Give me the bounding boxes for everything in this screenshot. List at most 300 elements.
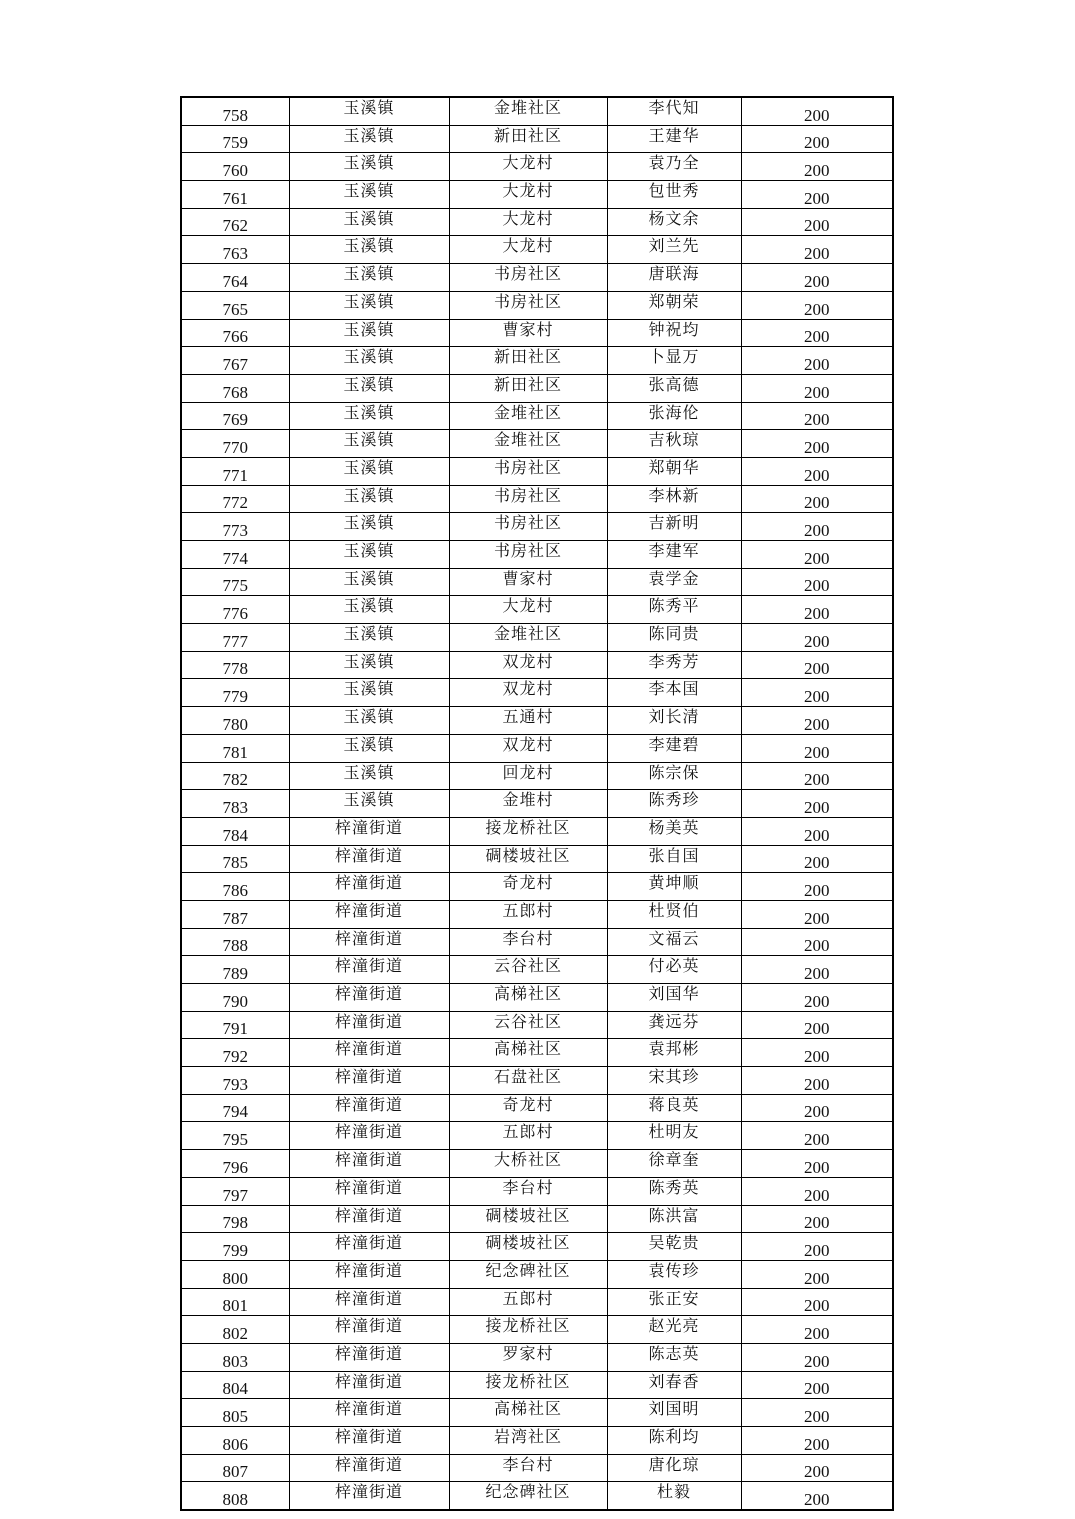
amount-cell: 200 (741, 734, 893, 762)
village-cell: 高梯社区 (449, 1039, 607, 1067)
village-cell: 金堆社区 (449, 430, 607, 458)
town-cell: 玉溪镇 (289, 457, 449, 485)
amount-cell: 200 (741, 374, 893, 402)
person-name-cell: 陈利均 (607, 1427, 741, 1455)
table-row (181, 1205, 893, 1233)
amount-cell: 200 (741, 568, 893, 596)
person-name-cell: 袁学金 (607, 568, 741, 596)
row-number-cell: 774 (181, 541, 289, 569)
table-row (181, 97, 893, 125)
table-row (181, 181, 893, 209)
village-cell: 金堆社区 (449, 402, 607, 430)
person-name-cell: 李代知 (607, 97, 741, 125)
village-cell: 双龙村 (449, 679, 607, 707)
table-row (181, 125, 893, 153)
row-number-cell: 789 (181, 956, 289, 984)
village-cell: 新田社区 (449, 125, 607, 153)
amount-cell: 200 (741, 790, 893, 818)
person-name-cell: 黄坤顺 (607, 873, 741, 901)
town-cell: 梓潼街道 (289, 1067, 449, 1095)
town-cell: 玉溪镇 (289, 236, 449, 264)
village-cell: 曹家村 (449, 319, 607, 347)
town-cell: 梓潼街道 (289, 1343, 449, 1371)
person-name-cell: 袁传珍 (607, 1260, 741, 1288)
town-cell: 梓潼街道 (289, 1011, 449, 1039)
table-row (181, 1399, 893, 1427)
row-number-cell: 783 (181, 790, 289, 818)
table-row (181, 485, 893, 513)
town-cell: 梓潼街道 (289, 1482, 449, 1510)
town-cell: 梓潼街道 (289, 900, 449, 928)
village-cell: 新田社区 (449, 374, 607, 402)
village-cell: 罗家村 (449, 1343, 607, 1371)
amount-cell: 200 (741, 1316, 893, 1344)
table-row (181, 457, 893, 485)
town-cell: 梓潼街道 (289, 1399, 449, 1427)
row-number-cell: 807 (181, 1454, 289, 1482)
village-cell: 碉楼坡社区 (449, 1233, 607, 1261)
table-row (181, 817, 893, 845)
village-cell: 书房社区 (449, 291, 607, 319)
row-number-cell: 770 (181, 430, 289, 458)
amount-cell: 200 (741, 900, 893, 928)
person-name-cell: 杜贤伯 (607, 900, 741, 928)
amount-cell: 200 (741, 1094, 893, 1122)
town-cell: 玉溪镇 (289, 97, 449, 125)
row-number-cell: 794 (181, 1094, 289, 1122)
row-number-cell: 788 (181, 928, 289, 956)
row-number-cell: 760 (181, 153, 289, 181)
table-row (181, 402, 893, 430)
person-name-cell: 宋其珍 (607, 1067, 741, 1095)
table-row (181, 208, 893, 236)
amount-cell: 200 (741, 1343, 893, 1371)
town-cell: 玉溪镇 (289, 707, 449, 735)
person-name-cell: 杨文余 (607, 208, 741, 236)
amount-cell: 200 (741, 1039, 893, 1067)
person-name-cell: 陈同贵 (607, 624, 741, 652)
row-number-cell: 767 (181, 347, 289, 375)
village-cell: 碉楼坡社区 (449, 845, 607, 873)
row-number-cell: 780 (181, 707, 289, 735)
row-number-cell: 792 (181, 1039, 289, 1067)
row-number-cell: 779 (181, 679, 289, 707)
row-number-cell: 781 (181, 734, 289, 762)
amount-cell: 200 (741, 430, 893, 458)
town-cell: 梓潼街道 (289, 1427, 449, 1455)
table-row (181, 430, 893, 458)
amount-cell: 200 (741, 319, 893, 347)
row-number-cell: 803 (181, 1343, 289, 1371)
table-row (181, 928, 893, 956)
town-cell: 玉溪镇 (289, 568, 449, 596)
town-cell: 梓潼街道 (289, 1039, 449, 1067)
town-cell: 梓潼街道 (289, 956, 449, 984)
village-cell: 新田社区 (449, 347, 607, 375)
table-row (181, 790, 893, 818)
amount-cell: 200 (741, 291, 893, 319)
amount-cell: 200 (741, 1067, 893, 1095)
amount-cell: 200 (741, 1288, 893, 1316)
person-name-cell: 刘长清 (607, 707, 741, 735)
row-number-cell: 765 (181, 291, 289, 319)
table-row (181, 1427, 893, 1455)
table-row (181, 1288, 893, 1316)
village-cell: 云谷社区 (449, 1011, 607, 1039)
person-name-cell: 张自国 (607, 845, 741, 873)
table-row (181, 1316, 893, 1344)
person-name-cell: 蒋良英 (607, 1094, 741, 1122)
town-cell: 玉溪镇 (289, 153, 449, 181)
amount-cell: 200 (741, 1482, 893, 1510)
village-cell: 大龙村 (449, 236, 607, 264)
row-number-cell: 808 (181, 1482, 289, 1510)
town-cell: 梓潼街道 (289, 845, 449, 873)
person-name-cell: 钟祝均 (607, 319, 741, 347)
village-cell: 五郎村 (449, 1288, 607, 1316)
town-cell: 梓潼街道 (289, 873, 449, 901)
town-cell: 梓潼街道 (289, 1150, 449, 1178)
person-name-cell: 徐章奎 (607, 1150, 741, 1178)
amount-cell: 200 (741, 1454, 893, 1482)
table-row (181, 707, 893, 735)
amount-cell: 200 (741, 984, 893, 1012)
row-number-cell: 806 (181, 1427, 289, 1455)
person-name-cell: 陈洪富 (607, 1205, 741, 1233)
row-number-cell: 791 (181, 1011, 289, 1039)
village-cell: 五郎村 (449, 900, 607, 928)
row-number-cell: 787 (181, 900, 289, 928)
village-cell: 高梯社区 (449, 984, 607, 1012)
village-cell: 五郎村 (449, 1122, 607, 1150)
table-row (181, 1039, 893, 1067)
amount-cell: 200 (741, 1122, 893, 1150)
amount-cell: 200 (741, 1427, 893, 1455)
row-number-cell: 758 (181, 97, 289, 125)
table-row (181, 624, 893, 652)
row-number-cell: 776 (181, 596, 289, 624)
village-cell: 李台村 (449, 928, 607, 956)
village-cell: 石盘社区 (449, 1067, 607, 1095)
town-cell: 梓潼街道 (289, 1233, 449, 1261)
row-number-cell: 772 (181, 485, 289, 513)
person-name-cell: 杜毅 (607, 1482, 741, 1510)
person-name-cell: 杨美英 (607, 817, 741, 845)
row-number-cell: 786 (181, 873, 289, 901)
person-name-cell: 李本国 (607, 679, 741, 707)
person-name-cell: 文福云 (607, 928, 741, 956)
person-name-cell: 李建碧 (607, 734, 741, 762)
amount-cell: 200 (741, 264, 893, 292)
amount-cell: 200 (741, 956, 893, 984)
town-cell: 玉溪镇 (289, 430, 449, 458)
table-row (181, 873, 893, 901)
village-cell: 奇龙村 (449, 873, 607, 901)
person-name-cell: 吉新明 (607, 513, 741, 541)
table-row (181, 1122, 893, 1150)
town-cell: 梓潼街道 (289, 1122, 449, 1150)
village-cell: 接龙桥社区 (449, 1371, 607, 1399)
amount-cell: 200 (741, 1260, 893, 1288)
person-name-cell: 杜明友 (607, 1122, 741, 1150)
table-row (181, 596, 893, 624)
town-cell: 玉溪镇 (289, 651, 449, 679)
table-row (181, 679, 893, 707)
town-cell: 梓潼街道 (289, 1205, 449, 1233)
person-name-cell: 张正安 (607, 1288, 741, 1316)
table-row (181, 1371, 893, 1399)
person-name-cell: 郑朝华 (607, 457, 741, 485)
amount-cell: 200 (741, 402, 893, 430)
village-cell: 接龙桥社区 (449, 1316, 607, 1344)
person-name-cell: 刘国明 (607, 1399, 741, 1427)
amount-cell: 200 (741, 762, 893, 790)
village-cell: 岩湾社区 (449, 1427, 607, 1455)
person-name-cell: 赵光亮 (607, 1316, 741, 1344)
town-cell: 玉溪镇 (289, 319, 449, 347)
person-name-cell: 刘春香 (607, 1371, 741, 1399)
amount-cell: 200 (741, 817, 893, 845)
amount-cell: 200 (741, 208, 893, 236)
amount-cell: 200 (741, 928, 893, 956)
table-row (181, 1150, 893, 1178)
amount-cell: 200 (741, 1205, 893, 1233)
table-row (181, 347, 893, 375)
row-number-cell: 766 (181, 319, 289, 347)
row-number-cell: 778 (181, 651, 289, 679)
amount-cell: 200 (741, 1233, 893, 1261)
table-row (181, 541, 893, 569)
village-cell: 五通村 (449, 707, 607, 735)
amount-cell: 200 (741, 1011, 893, 1039)
town-cell: 玉溪镇 (289, 208, 449, 236)
town-cell: 玉溪镇 (289, 541, 449, 569)
table-row (181, 845, 893, 873)
town-cell: 玉溪镇 (289, 679, 449, 707)
person-name-cell: 唐化琼 (607, 1454, 741, 1482)
town-cell: 玉溪镇 (289, 734, 449, 762)
amount-cell: 200 (741, 513, 893, 541)
amount-cell: 200 (741, 624, 893, 652)
person-name-cell: 龚远芬 (607, 1011, 741, 1039)
person-name-cell: 包世秀 (607, 181, 741, 209)
town-cell: 玉溪镇 (289, 485, 449, 513)
amount-cell: 200 (741, 181, 893, 209)
table-row (181, 984, 893, 1012)
table-row (181, 153, 893, 181)
town-cell: 玉溪镇 (289, 291, 449, 319)
town-cell: 梓潼街道 (289, 984, 449, 1012)
town-cell: 玉溪镇 (289, 181, 449, 209)
amount-cell: 200 (741, 97, 893, 125)
town-cell: 梓潼街道 (289, 1177, 449, 1205)
person-name-cell: 李秀芳 (607, 651, 741, 679)
town-cell: 玉溪镇 (289, 125, 449, 153)
person-name-cell: 张高德 (607, 374, 741, 402)
amount-cell: 200 (741, 457, 893, 485)
village-cell: 纪念碑社区 (449, 1482, 607, 1510)
amount-cell: 200 (741, 125, 893, 153)
row-number-cell: 768 (181, 374, 289, 402)
row-number-cell: 782 (181, 762, 289, 790)
person-name-cell: 陈秀平 (607, 596, 741, 624)
town-cell: 玉溪镇 (289, 596, 449, 624)
town-cell: 梓潼街道 (289, 817, 449, 845)
village-cell: 大龙村 (449, 208, 607, 236)
town-cell: 梓潼街道 (289, 928, 449, 956)
person-name-cell: 刘兰先 (607, 236, 741, 264)
town-cell: 梓潼街道 (289, 1371, 449, 1399)
town-cell: 玉溪镇 (289, 762, 449, 790)
town-cell: 梓潼街道 (289, 1316, 449, 1344)
table-row (181, 513, 893, 541)
table-row (181, 291, 893, 319)
person-name-cell: 吉秋琼 (607, 430, 741, 458)
row-number-cell: 769 (181, 402, 289, 430)
table-row (181, 1454, 893, 1482)
person-name-cell: 张海伦 (607, 402, 741, 430)
person-name-cell: 王建华 (607, 125, 741, 153)
table-row (181, 236, 893, 264)
person-name-cell: 郑朝荣 (607, 291, 741, 319)
amount-cell: 200 (741, 596, 893, 624)
village-cell: 大龙村 (449, 153, 607, 181)
amount-cell: 200 (741, 845, 893, 873)
village-cell: 双龙村 (449, 734, 607, 762)
town-cell: 梓潼街道 (289, 1260, 449, 1288)
town-cell: 梓潼街道 (289, 1094, 449, 1122)
amount-cell: 200 (741, 153, 893, 181)
table-row (181, 374, 893, 402)
amount-cell: 200 (741, 873, 893, 901)
row-number-cell: 763 (181, 236, 289, 264)
row-number-cell: 764 (181, 264, 289, 292)
person-name-cell: 袁邦彬 (607, 1039, 741, 1067)
table-row (181, 1343, 893, 1371)
village-cell: 书房社区 (449, 485, 607, 513)
person-name-cell: 刘国华 (607, 984, 741, 1012)
village-cell: 大桥社区 (449, 1150, 607, 1178)
table-row (181, 900, 893, 928)
row-number-cell: 762 (181, 208, 289, 236)
town-cell: 玉溪镇 (289, 264, 449, 292)
amount-cell: 200 (741, 679, 893, 707)
town-cell: 玉溪镇 (289, 790, 449, 818)
village-cell: 曹家村 (449, 568, 607, 596)
table-row (181, 734, 893, 762)
roster-table-body (181, 97, 893, 1510)
row-number-cell: 796 (181, 1150, 289, 1178)
table-row (181, 762, 893, 790)
village-cell: 书房社区 (449, 264, 607, 292)
row-number-cell: 797 (181, 1177, 289, 1205)
row-number-cell: 773 (181, 513, 289, 541)
person-name-cell: 唐联海 (607, 264, 741, 292)
amount-cell: 200 (741, 485, 893, 513)
person-name-cell: 陈秀英 (607, 1177, 741, 1205)
table-row (181, 1260, 893, 1288)
amount-cell: 200 (741, 347, 893, 375)
row-number-cell: 785 (181, 845, 289, 873)
row-number-cell: 761 (181, 181, 289, 209)
village-cell: 金堆村 (449, 790, 607, 818)
village-cell: 书房社区 (449, 513, 607, 541)
table-row (181, 264, 893, 292)
table-row (181, 1177, 893, 1205)
row-number-cell: 777 (181, 624, 289, 652)
town-cell: 梓潼街道 (289, 1454, 449, 1482)
person-name-cell: 李建军 (607, 541, 741, 569)
roster-table (180, 96, 894, 1511)
person-name-cell: 李林新 (607, 485, 741, 513)
row-number-cell: 800 (181, 1260, 289, 1288)
village-cell: 李台村 (449, 1177, 607, 1205)
table-row (181, 568, 893, 596)
table-row (181, 1011, 893, 1039)
table-row (181, 1094, 893, 1122)
village-cell: 纪念碑社区 (449, 1260, 607, 1288)
amount-cell: 200 (741, 236, 893, 264)
row-number-cell: 771 (181, 457, 289, 485)
village-cell: 碉楼坡社区 (449, 1205, 607, 1233)
village-cell: 双龙村 (449, 651, 607, 679)
amount-cell: 200 (741, 1399, 893, 1427)
village-cell: 书房社区 (449, 541, 607, 569)
village-cell: 接龙桥社区 (449, 817, 607, 845)
village-cell: 金堆社区 (449, 624, 607, 652)
row-number-cell: 790 (181, 984, 289, 1012)
row-number-cell: 799 (181, 1233, 289, 1261)
town-cell: 玉溪镇 (289, 513, 449, 541)
village-cell: 云谷社区 (449, 956, 607, 984)
table-row (181, 1482, 893, 1510)
amount-cell: 200 (741, 1177, 893, 1205)
row-number-cell: 775 (181, 568, 289, 596)
table-row (181, 319, 893, 347)
table-row (181, 651, 893, 679)
person-name-cell: 陈秀珍 (607, 790, 741, 818)
row-number-cell: 759 (181, 125, 289, 153)
amount-cell: 200 (741, 707, 893, 735)
person-name-cell: 卜显万 (607, 347, 741, 375)
person-name-cell: 陈志英 (607, 1343, 741, 1371)
town-cell: 梓潼街道 (289, 1288, 449, 1316)
row-number-cell: 798 (181, 1205, 289, 1233)
village-cell: 大龙村 (449, 596, 607, 624)
table-row (181, 956, 893, 984)
amount-cell: 200 (741, 1150, 893, 1178)
person-name-cell: 袁乃全 (607, 153, 741, 181)
person-name-cell: 吴乾贵 (607, 1233, 741, 1261)
village-cell: 大龙村 (449, 181, 607, 209)
person-name-cell: 陈宗保 (607, 762, 741, 790)
row-number-cell: 804 (181, 1371, 289, 1399)
person-name-cell: 付必英 (607, 956, 741, 984)
village-cell: 李台村 (449, 1454, 607, 1482)
row-number-cell: 793 (181, 1067, 289, 1095)
row-number-cell: 802 (181, 1316, 289, 1344)
row-number-cell: 805 (181, 1399, 289, 1427)
town-cell: 玉溪镇 (289, 374, 449, 402)
village-cell: 回龙村 (449, 762, 607, 790)
table-row (181, 1067, 893, 1095)
town-cell: 玉溪镇 (289, 624, 449, 652)
village-cell: 金堆社区 (449, 97, 607, 125)
town-cell: 玉溪镇 (289, 402, 449, 430)
row-number-cell: 784 (181, 817, 289, 845)
village-cell: 高梯社区 (449, 1399, 607, 1427)
town-cell: 玉溪镇 (289, 347, 449, 375)
